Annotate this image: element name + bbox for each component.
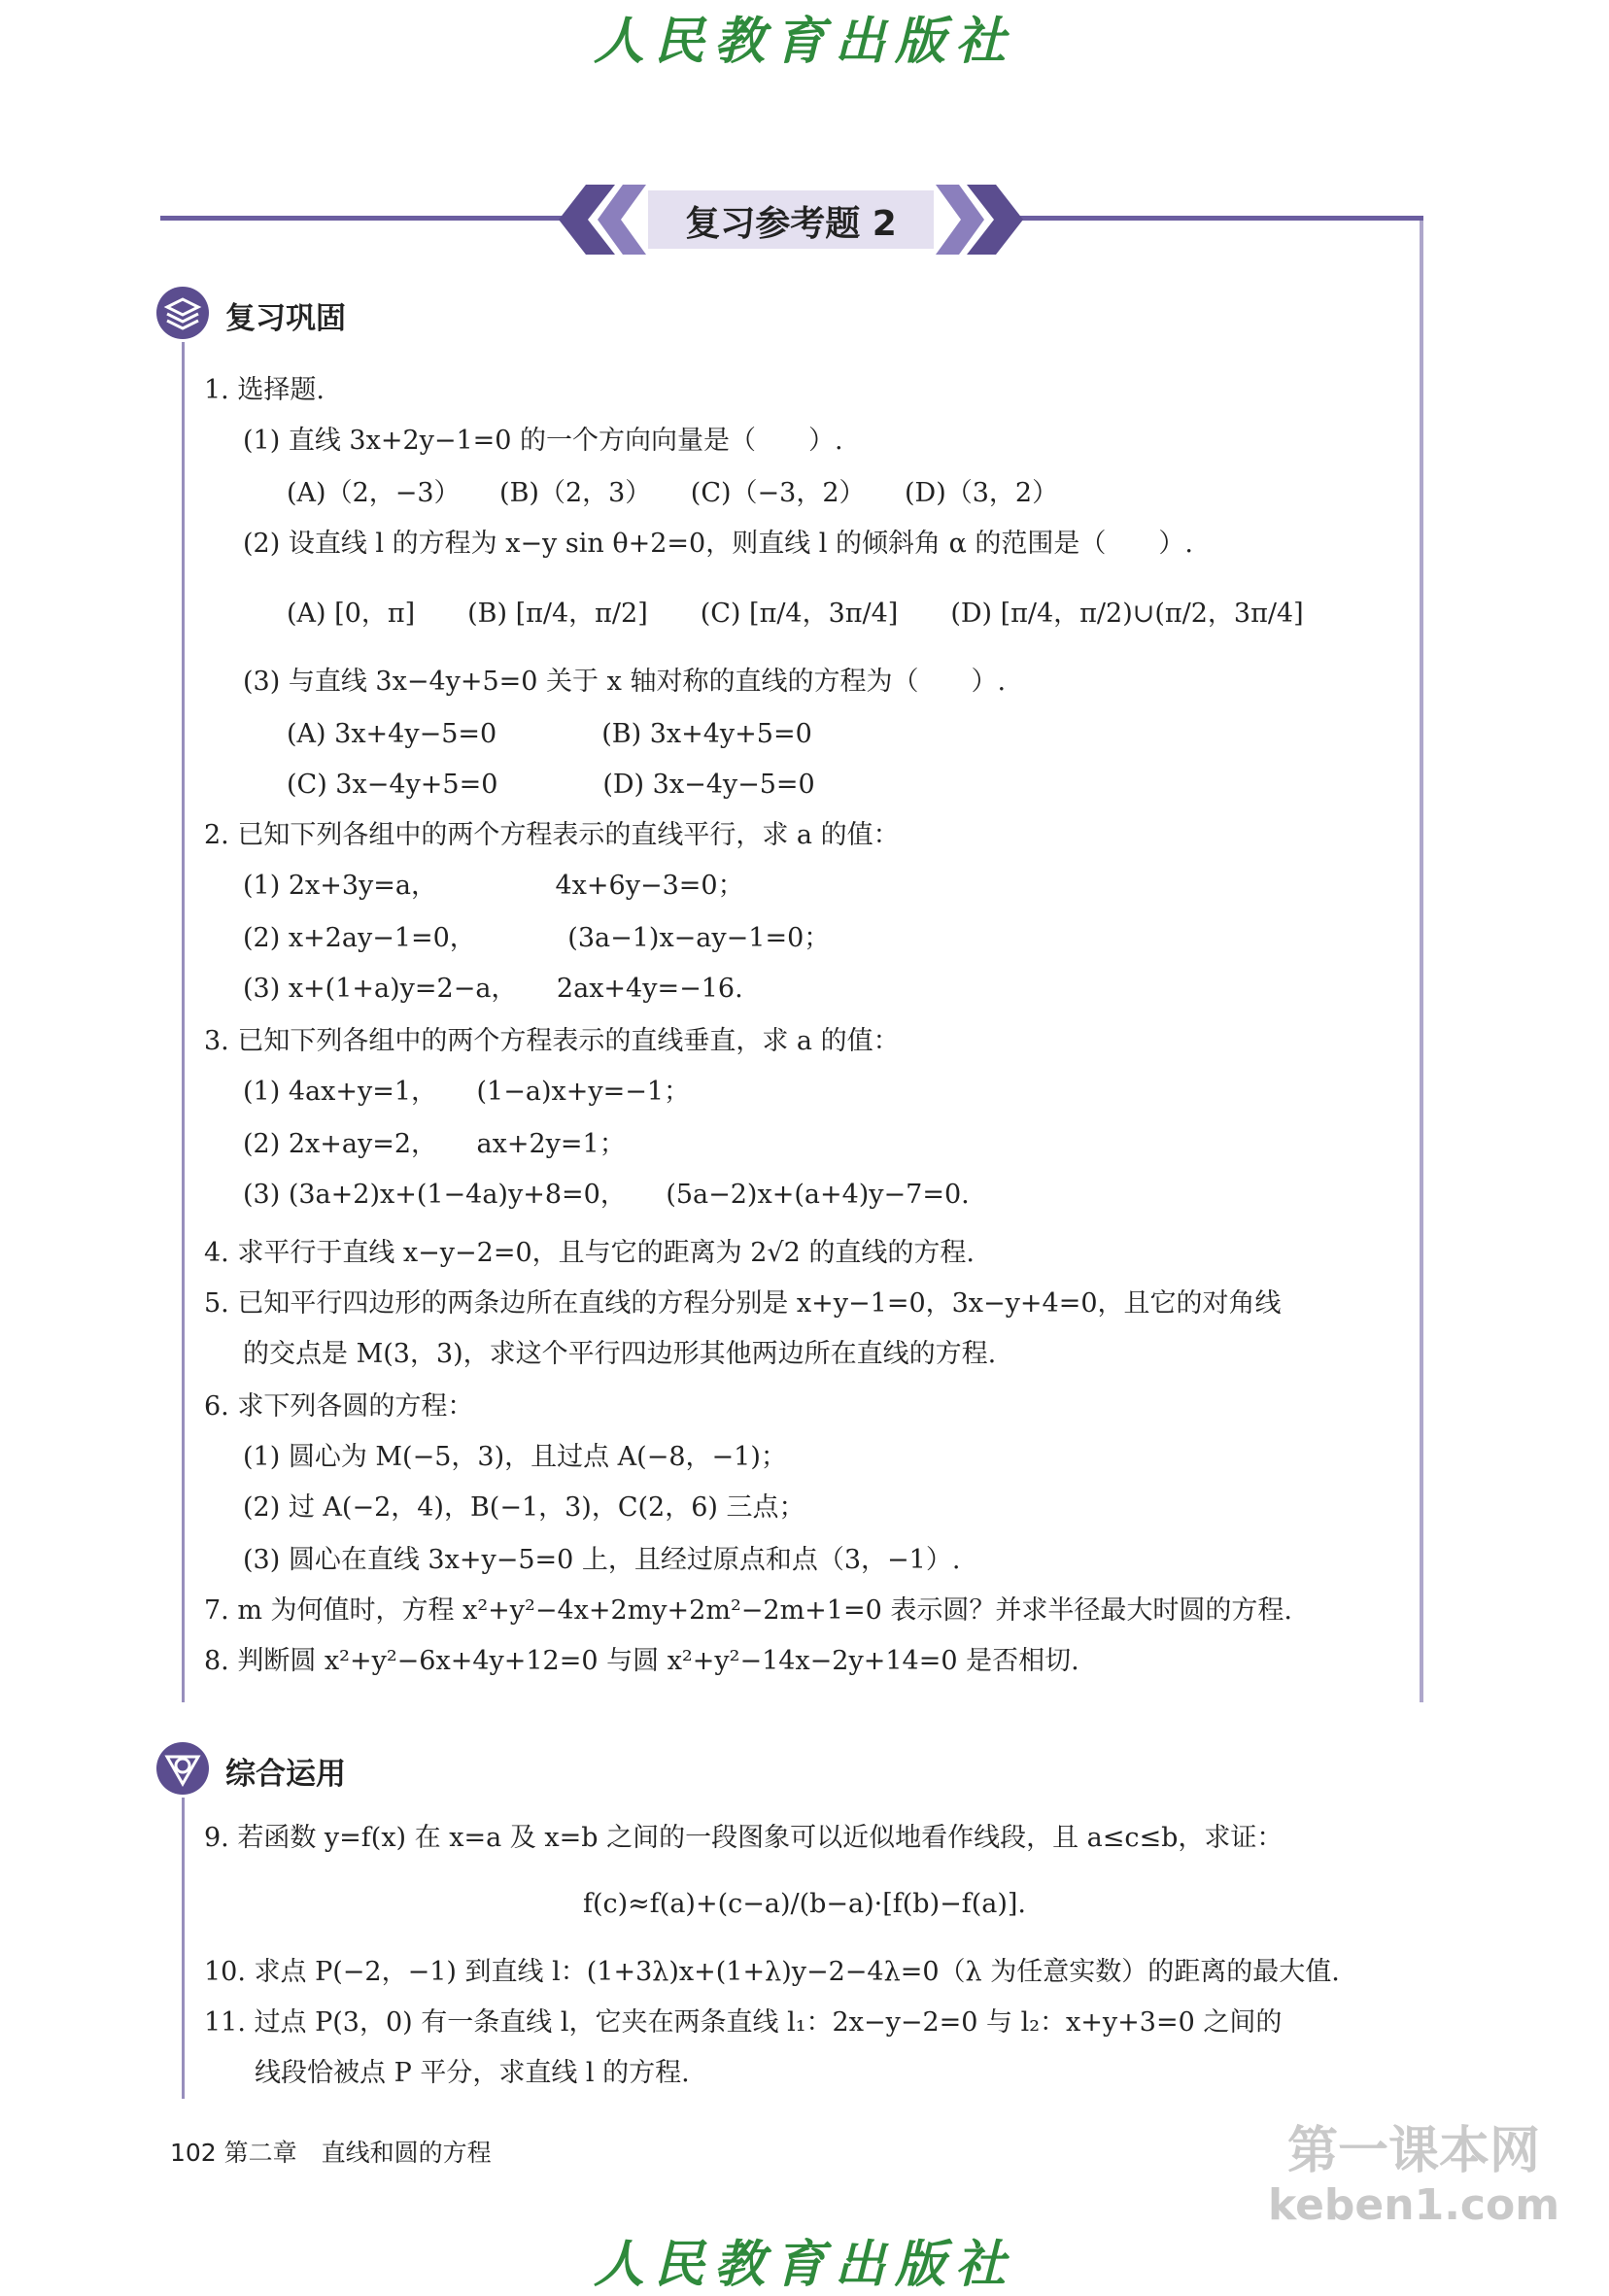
problem-line: 3. 已知下列各组中的两个方程表示的直线垂直，求 a 的值： — [204, 1026, 900, 1056]
problem-line: 6. 求下列各圆的方程： — [204, 1391, 474, 1422]
problem-line: 2. 已知下列各组中的两个方程表示的直线平行，求 a 的值： — [204, 820, 900, 850]
problem-line: 线段恰被点 P 平分，求直线 l 的方程. — [255, 2058, 690, 2088]
publisher-logo-bottom: 人民教育出版社 — [593, 2235, 1015, 2294]
title-rule-left — [160, 216, 568, 221]
problem-line: (C) 3x−4y+5=0 (D) 3x−4y−5=0 — [287, 770, 815, 800]
watermark — [1268, 2124, 1559, 2233]
watermark-line: keben1.com — [1268, 2180, 1560, 2230]
problem-line: 9. 若函数 y=f(x) 在 x=a 及 x=b 之间的一段图象可以近似地看作线段，且 a≤c≤b，求证： — [204, 1823, 1284, 1853]
page-title: 复习参考题 2 — [685, 204, 897, 244]
problem-line: (1) 直线 3x+2y−1=0 的一个方向向量是（ ）. — [243, 426, 843, 456]
layers-icon — [155, 286, 210, 340]
title-rule-right — [1010, 216, 1423, 221]
problem-line: (3) x+(1+a)y=2−a， 2ax+4y=−16. — [243, 974, 743, 1004]
problem-line: (2) x+2ay−1=0， (3a−1)x−ay−1=0； — [243, 923, 831, 953]
problem-line: (3) 圆心在直线 3x+y−5=0 上，且经过原点和点（3，−1）. — [243, 1545, 961, 1575]
triangle-circle-icon — [155, 1741, 210, 1796]
problem-line: (A) [0，π] (B) [π/4，π/2] (C) [π/4，3π/4] (D) [π/4，π/2)∪(π/2，3π/4] — [287, 599, 1304, 629]
problem-line: 5. 已知平行四边形的两条边所在直线的方程分别是 x+y−1=0，3x−y+4=0，且它的对角线 — [204, 1288, 1282, 1319]
right-margin-rule — [1420, 216, 1423, 1702]
problem-line: (1) 圆心为 M(−5，3)，且过点 A(−8，−1)； — [243, 1442, 787, 1472]
problem-line: (A) 3x+4y−5=0 (B) 3x+4y+5=0 — [287, 719, 812, 749]
section-label: 复习巩固 — [225, 301, 346, 336]
problem-line: 1. 选择题. — [204, 375, 325, 405]
problem-line: 的交点是 M(3，3)，求这个平行四边形其他两边所在直线的方程. — [243, 1339, 997, 1369]
problem-line: 4. 求平行于直线 x−y−2=0，且与它的距离为 2√2 的直线的方程. — [204, 1238, 975, 1268]
publisher-logo-top: 人民教育出版社 — [593, 12, 1015, 71]
problem-line: (3) 与直线 3x−4y+5=0 关于 x 轴对称的直线的方程为（ ）. — [243, 667, 1007, 697]
problem-line: (3) (3a+2)x+(1−4a)y+8=0， (5a−2)x+(a+4)y−7=0. — [243, 1180, 970, 1210]
title-banner — [559, 185, 1023, 255]
problem-line: (2) 设直线 l 的方程为 x−y sin θ+2=0，则直线 l 的倾斜角 α 的范围是（ ）. — [243, 529, 1193, 559]
problem-line: (A)（2，−3） (B)（2，3） (C)（−3，2） (D)（3，2） — [287, 478, 1059, 508]
section-rule — [182, 342, 185, 1702]
formula: f(c)≈f(a)+(c−a)/(b−a)·[f(b)−f(a)]. — [582, 1889, 1027, 1919]
problem-line: (2) 2x+ay=2， ax+2y=1； — [243, 1129, 626, 1159]
problem-line: 11. 过点 P(3，0) 有一条直线 l，它夹在两条直线 l₁：2x−y−2=0 与 l₂：x+y+3=0 之间的 — [204, 2007, 1283, 2038]
problem-line: (2) 过 A(−2，4)，B(−1，3)，C(2，6) 三点； — [243, 1492, 805, 1523]
watermark-line: 第一课本网 — [1286, 2122, 1540, 2180]
problem-line: 10. 求点 P(−2，−1) 到直线 l：(1+3λ)x+(1+λ)y−2−4λ=0（λ 为任意实数）的距离的最大值. — [204, 1957, 1340, 1987]
section-rule — [182, 1798, 185, 2099]
problem-line: 7. m 为何值时，方程 x²+y²−4x+2my+2m²−2m+1=0 表示圆？并求半径最大时圆的方程. — [204, 1595, 1292, 1626]
problem-line: 8. 判断圆 x²+y²−6x+4y+12=0 与圆 x²+y²−14x−2y+14=0 是否相切. — [204, 1646, 1079, 1676]
problem-line: (1) 4ax+y=1， (1−a)x+y=−1； — [243, 1077, 691, 1107]
section-label: 综合运用 — [225, 1757, 346, 1792]
problem-line: (1) 2x+3y=a， 4x+6y−3=0； — [243, 871, 744, 901]
page-footer: 102 第二章 直线和圆的方程 — [170, 2139, 492, 2167]
